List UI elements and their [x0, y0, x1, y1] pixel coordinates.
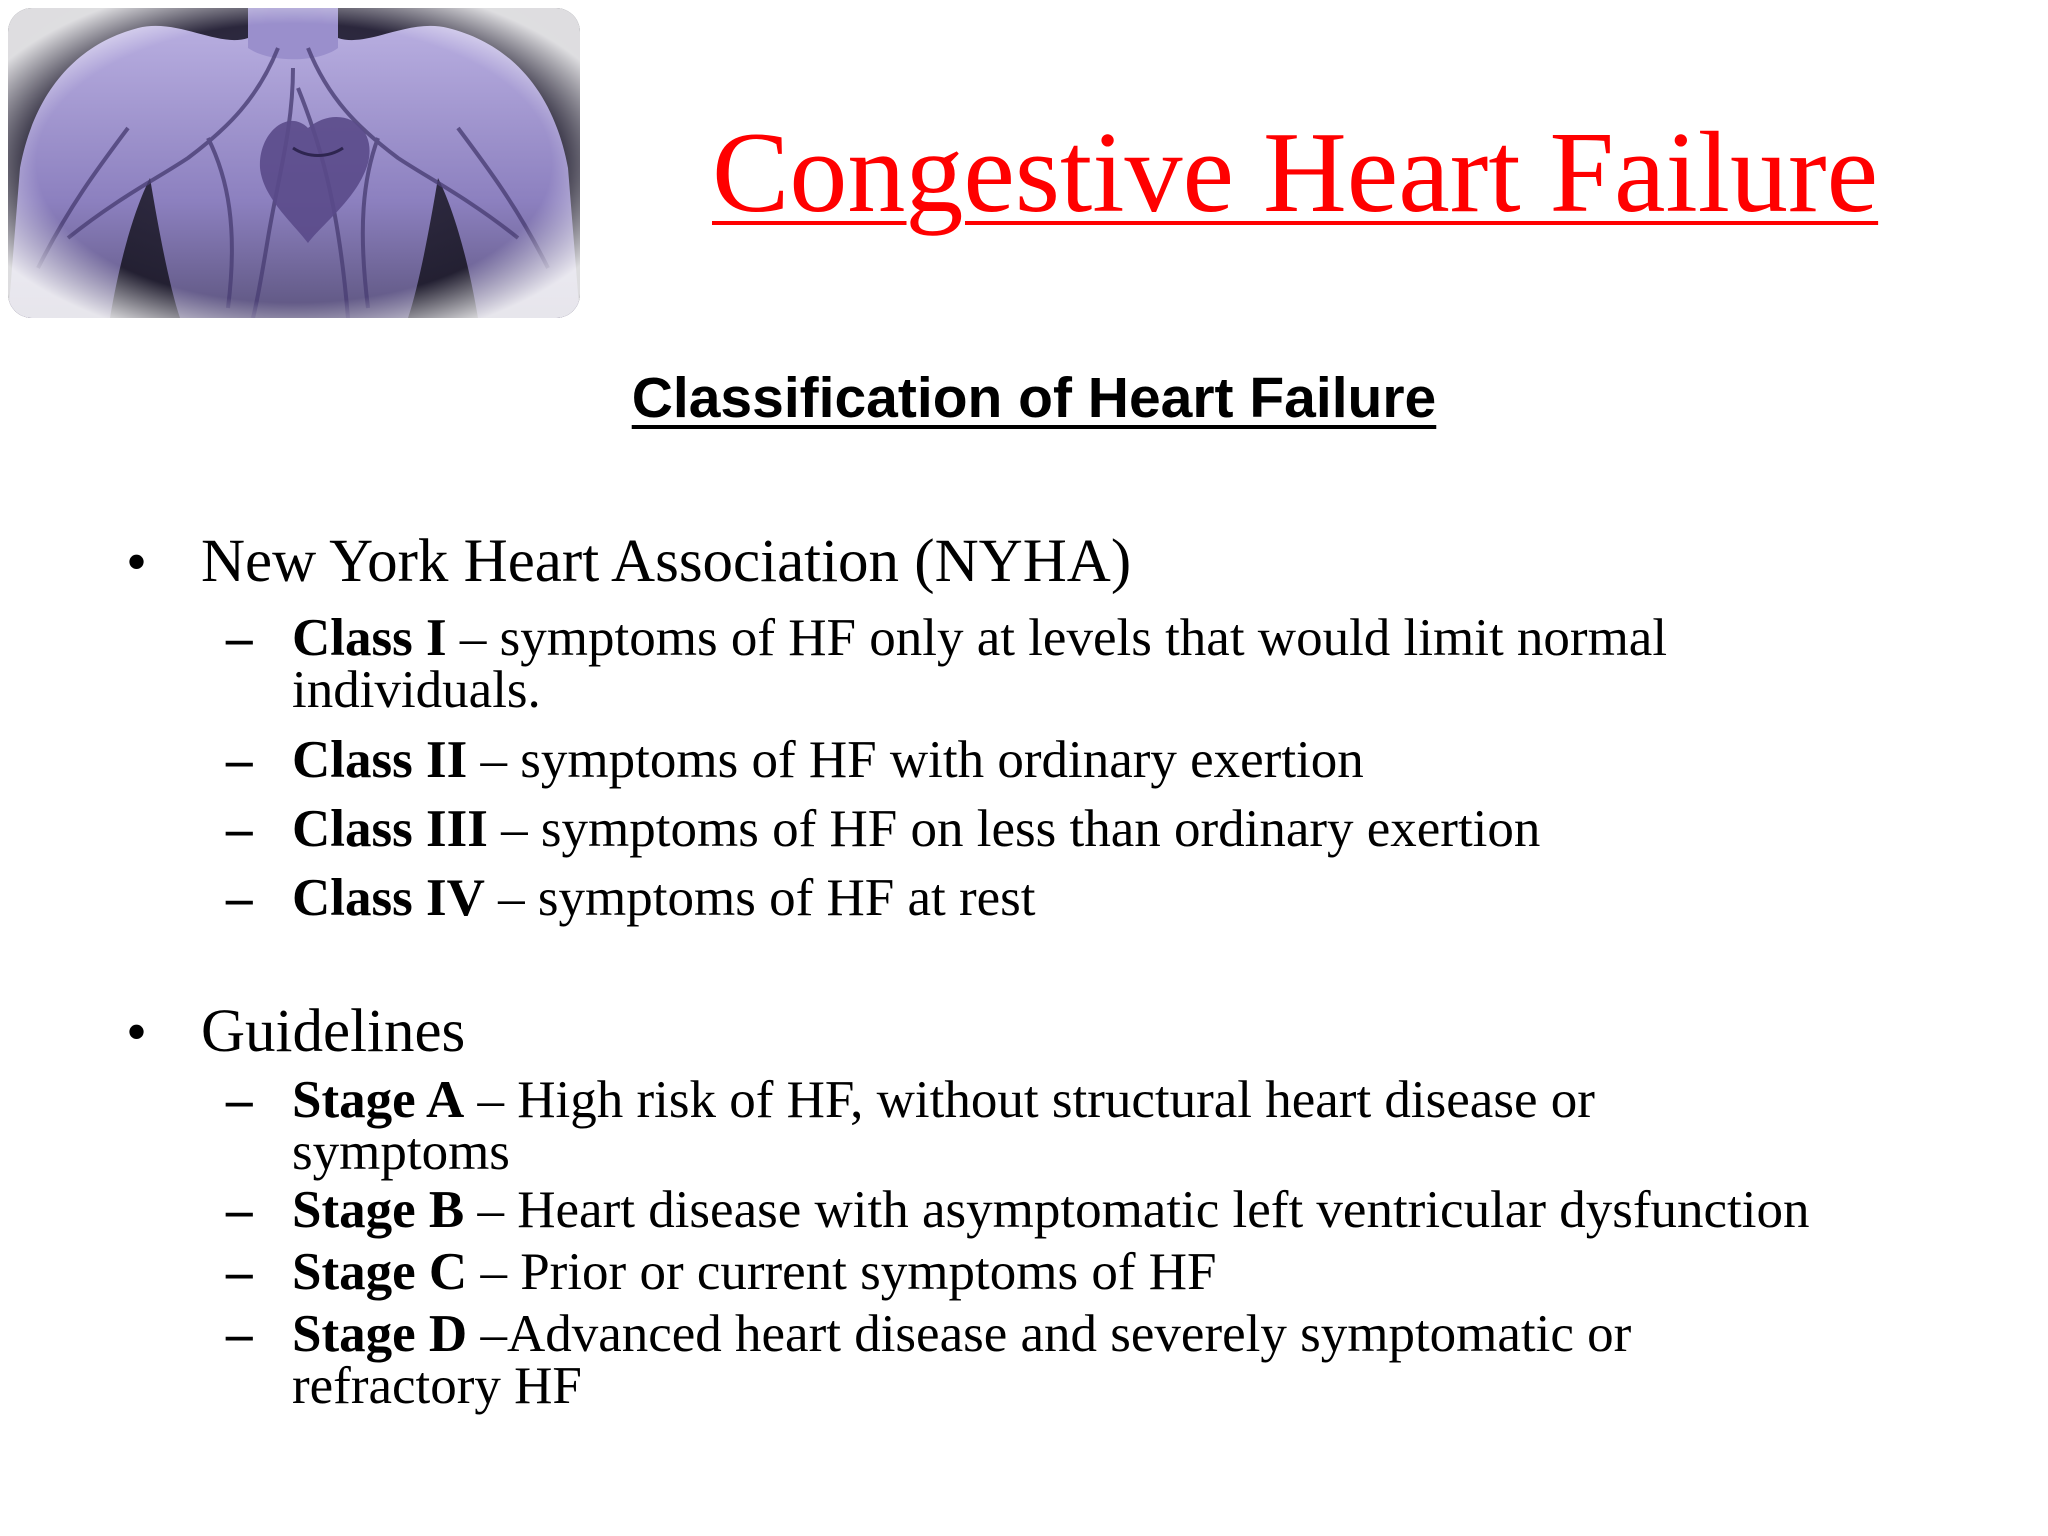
list-item-body	[292, 1305, 1992, 1415]
item-sep: –	[484, 869, 538, 927]
item-sep: –	[467, 1305, 507, 1363]
item-sep: –	[467, 1243, 521, 1301]
item-desc-cont: refractory HF	[292, 1357, 582, 1415]
list-item-body	[292, 869, 1992, 927]
dash-glyph: –	[226, 1243, 253, 1301]
anatomy-chest-heart-image	[8, 8, 580, 318]
list-item	[0, 800, 2048, 858]
item-desc: symptoms of HF at rest	[537, 869, 1036, 927]
bullet-item	[0, 992, 2048, 1072]
section-guidelines	[0, 992, 2048, 1072]
item-sep: –	[467, 731, 521, 789]
list-item	[0, 1243, 2048, 1301]
item-desc-cont: symptoms	[292, 1123, 510, 1181]
bullet-glyph: •	[126, 529, 148, 595]
dash-glyph: –	[226, 731, 253, 789]
item-term: Class IV	[292, 869, 485, 927]
item-sep: –	[487, 800, 541, 858]
item-term: Stage C	[292, 1243, 468, 1301]
list-item	[0, 1305, 2048, 1415]
item-term: Class I	[292, 609, 447, 667]
list-item	[0, 731, 2048, 789]
list-item-body	[292, 1071, 1992, 1181]
dash-glyph: –	[226, 609, 253, 667]
list-item	[0, 869, 2048, 927]
subtitle-text: Classification of Heart Failure	[631, 366, 1437, 430]
item-desc: Prior or current symptoms of HF	[520, 1243, 1217, 1301]
item-desc-cont: individuals.	[292, 661, 541, 719]
item-desc: Advanced heart disease and severely symptomatic or	[506, 1305, 1632, 1363]
list-item	[0, 609, 2048, 719]
list-item	[0, 1071, 2048, 1181]
item-sep: –	[446, 609, 500, 667]
item-term: Class III	[292, 800, 488, 858]
dash-glyph: –	[226, 800, 253, 858]
list-item	[0, 1181, 2048, 1239]
bullet-glyph: •	[126, 999, 148, 1065]
dash-glyph: –	[226, 1305, 253, 1363]
list-item-body	[292, 1243, 1992, 1301]
item-term: Stage A	[292, 1071, 465, 1129]
slide-subtitle	[0, 362, 2048, 434]
bullet-label: Guidelines	[201, 998, 466, 1065]
item-term: Stage B	[292, 1181, 465, 1239]
item-desc: High risk of HF, without structural heart disease or	[517, 1071, 1595, 1129]
item-term: Class II	[292, 731, 468, 789]
dash-glyph: –	[226, 1181, 253, 1239]
dash-glyph: –	[226, 869, 253, 927]
item-desc: symptoms of HF on less than ordinary exertion	[540, 800, 1541, 858]
bullet-label: New York Heart Association (NYHA)	[201, 528, 1132, 595]
item-sep: –	[464, 1181, 518, 1239]
section-nyha	[0, 522, 2048, 602]
bullet-item	[0, 522, 2048, 602]
list-item-body	[292, 800, 1992, 858]
item-desc: symptoms of HF with ordinary exertion	[520, 731, 1364, 789]
list-item-body	[292, 609, 1992, 719]
dash-glyph: –	[226, 1071, 253, 1129]
item-desc: symptoms of HF only at levels that would limit normal	[499, 609, 1668, 667]
slide-title: Congestive Heart Failure	[712, 109, 1879, 237]
item-desc: Heart disease with asymptomatic left ventricular dysfunction	[517, 1181, 1810, 1239]
item-term: Stage D	[292, 1305, 468, 1363]
list-item-body	[292, 1181, 1992, 1239]
item-sep: –	[464, 1071, 518, 1129]
list-item-body	[292, 731, 1992, 789]
